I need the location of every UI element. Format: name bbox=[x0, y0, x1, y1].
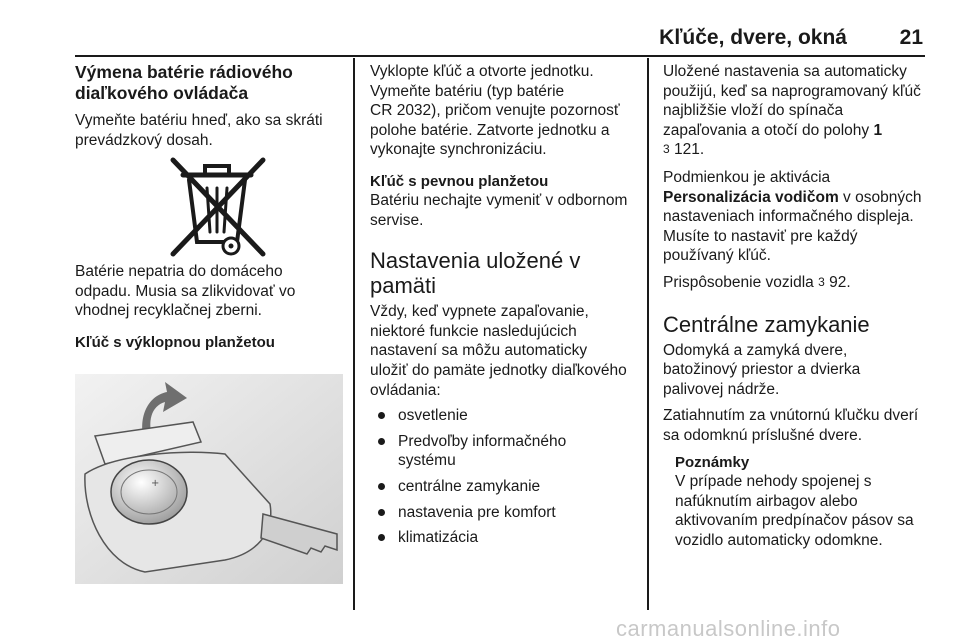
handle-line-2: sa odomknú príslušné dvere. bbox=[663, 426, 863, 444]
column-1 bbox=[75, 62, 343, 584]
memory-line-5: ovládania: bbox=[370, 381, 441, 399]
note-title: Poznámky bbox=[675, 453, 750, 471]
stored-line-4: zapaľovania a otočí do polohy 1 bbox=[663, 121, 883, 139]
bullet-icon bbox=[378, 534, 385, 541]
memory-line-4: uložiť do pamäte jednotky diaľkového bbox=[370, 361, 627, 379]
memory-line-2: niektoré funkcie nasledujúcich bbox=[370, 322, 577, 340]
flip-key-battery-illustration bbox=[75, 374, 343, 584]
stored-line-2: použijú, keď sa naprogramovaný kľúč bbox=[663, 82, 921, 100]
list-item: nastavenia pre komfort bbox=[370, 503, 642, 523]
bullet-icon bbox=[378, 509, 385, 516]
svg-text:+: + bbox=[151, 477, 160, 489]
page-header bbox=[75, 26, 925, 56]
note-line-3: aktivovaním predpínačov pásov sa bbox=[675, 512, 914, 530]
page-number: 21 bbox=[899, 26, 923, 49]
column-divider-1 bbox=[353, 58, 355, 610]
column-3 bbox=[663, 62, 955, 550]
column-2 bbox=[370, 62, 642, 554]
key-illustration bbox=[75, 374, 343, 584]
disposal-line-1: Batérie nepatria do domáceho bbox=[75, 263, 283, 281]
list-item: centrálne zamykanie bbox=[370, 477, 642, 497]
note-line-1: V prípade nehody spojenej s bbox=[675, 473, 872, 491]
fixed-key-line-1: Batériu nechajte vymeniť v odbornom bbox=[370, 191, 628, 209]
crossed-bin-icon bbox=[75, 150, 343, 262]
bullet-icon bbox=[378, 483, 385, 490]
watermark: carmanualsonline.info bbox=[616, 616, 841, 641]
condition-line-4: Musíte to nastaviť pre každý bbox=[663, 227, 858, 245]
header-divider bbox=[75, 55, 925, 57]
recycle-bin-figure bbox=[75, 150, 343, 262]
open-key-line-4: polohe batérie. Zatvorte jednotku a bbox=[370, 121, 610, 139]
section-heading-central-locking: Centrálne zamykanie bbox=[663, 311, 870, 337]
section-heading-battery: Výmena batérie rádiového diaľkového ovládača bbox=[75, 62, 293, 103]
section-heading-memory-line-2: pamäti bbox=[370, 273, 437, 299]
column-divider-2 bbox=[647, 58, 649, 610]
bullet-icon bbox=[378, 412, 385, 419]
page-ref-icon: 3 bbox=[663, 142, 670, 157]
list-item: osvetlenie bbox=[370, 406, 642, 426]
list-item: Predvoľby informačného systému bbox=[370, 432, 642, 471]
disposal-line-2: odpadu. Musia sa zlikvidovať vo bbox=[75, 282, 296, 300]
memory-line-3: nastavení sa môžu automaticky bbox=[370, 342, 588, 360]
condition-line-1: Podmienkou je aktivácia bbox=[663, 168, 831, 186]
memory-bullet-list bbox=[370, 406, 642, 548]
locking-line-2: batožinový priestor a dvierka bbox=[663, 361, 861, 379]
memory-line-1: Vždy, keď vypnete zapaľovanie, bbox=[370, 303, 589, 321]
section-heading-memory-line-1: Nastavenia uložené v bbox=[370, 248, 581, 274]
open-key-line-2: Vymeňte batériu (typ batérie bbox=[370, 82, 565, 100]
note-line-2: nafúknutím airbagov alebo bbox=[675, 492, 858, 510]
battery-paragraph: Vymeňte batériu hneď, ako sa skráti prevádzkový dosah. bbox=[75, 112, 323, 149]
list-item: klimatizácia bbox=[370, 528, 642, 548]
note-box bbox=[663, 453, 955, 551]
condition-line-5: používaný kľúč. bbox=[663, 247, 771, 265]
subheading-flip-key: Kľúč s výklopnou planžetou bbox=[75, 333, 275, 351]
stored-line-3: najbližšie vloží do spínača bbox=[663, 102, 844, 120]
fixed-key-line-2: servise. bbox=[370, 211, 424, 229]
vehicle-custom-ref[interactable]: Prispôsobenie vozidla 3 92. bbox=[663, 273, 851, 291]
open-key-line-1: Vyklopte kľúč a otvorte jednotku. bbox=[370, 63, 594, 80]
page-ref-icon: 3 bbox=[818, 274, 825, 289]
condition-line-2: Personalizácia vodičom v osobných bbox=[663, 188, 922, 206]
subheading-fixed-key: Kľúč s pevnou planžetou bbox=[370, 172, 549, 190]
locking-line-3: palivovej nádrže. bbox=[663, 380, 780, 398]
open-key-line-5: vykonajte synchronizáciu. bbox=[370, 141, 547, 159]
page-title: Kľúče, dvere, okná bbox=[659, 26, 847, 49]
condition-line-3: nastaveniach informačného displeja. bbox=[663, 208, 914, 226]
note-line-4: vozidlo automaticky odomkne. bbox=[675, 531, 883, 549]
locking-line-1: Odomyká a zamyká dvere, bbox=[663, 341, 848, 359]
stored-line-1: Uložené nastavenia sa automaticky bbox=[663, 63, 907, 80]
disposal-line-3: vhodnej recyklačnej zberni. bbox=[75, 302, 262, 320]
stored-ref[interactable]: 3 121. bbox=[663, 141, 705, 159]
bullet-icon bbox=[378, 438, 385, 445]
open-key-line-3: CR 2032), pričom venujte pozornosť bbox=[370, 102, 620, 120]
handle-line-1: Zatiahnutím za vnútornú kľučku dverí bbox=[663, 407, 919, 425]
